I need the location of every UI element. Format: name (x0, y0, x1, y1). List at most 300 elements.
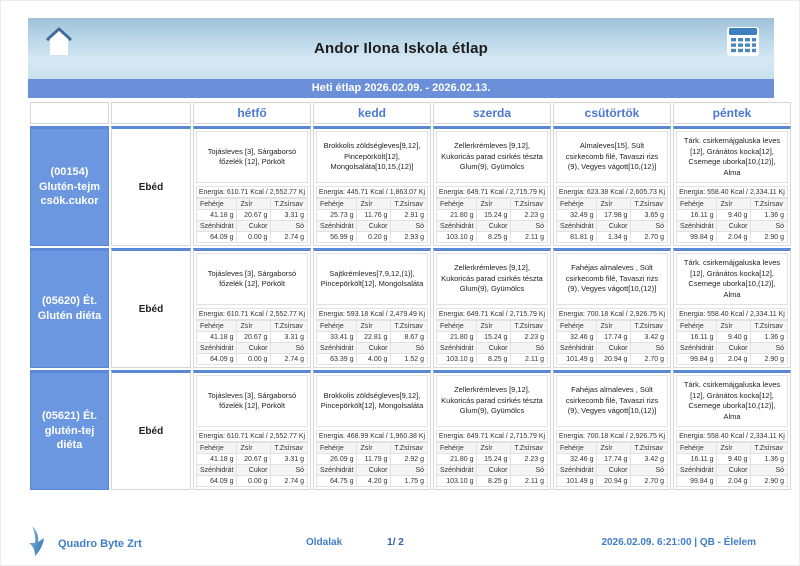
salt-label: Só (751, 221, 788, 232)
nutrition-table (316, 198, 428, 243)
protein-value: 21.80 g (437, 454, 477, 465)
diet-row (30, 126, 791, 246)
sugar-label: Cukor (357, 343, 391, 354)
menu-description: Tojásleves [3], Sárgaborsó főzelék [12], Pörkölt (196, 131, 308, 183)
nutrition-value-row (437, 476, 548, 487)
sugar-value: 2.04 g (717, 354, 751, 365)
protein-label: Fehérje (557, 321, 597, 332)
day-menu-cell (673, 126, 791, 246)
salt-value: 2.70 g (631, 476, 668, 487)
satfat-value: 2.92 g (391, 454, 428, 465)
nutrition-label-row (437, 221, 548, 232)
quadro-logo-down-arrow-icon (28, 525, 48, 562)
nutrition-value-row (677, 332, 788, 343)
sugar-value: 0.00 g (237, 476, 271, 487)
salt-value: 1.52 g (391, 354, 428, 365)
salt-value: 2.70 g (631, 354, 668, 365)
satfat-value: 3.31 g (271, 454, 308, 465)
menu-table (28, 100, 793, 492)
satfat-label: T.Zsírsav (391, 443, 428, 454)
salt-label: Só (511, 221, 548, 232)
nutrition-value-row (317, 354, 428, 365)
carb-label: Szénhidrát (557, 343, 597, 354)
protein-label: Fehérje (317, 321, 357, 332)
salt-value: 2.70 g (631, 232, 668, 243)
sugar-label: Cukor (597, 343, 631, 354)
protein-value: 41.18 g (197, 454, 237, 465)
energy-line: Energia: 445.71 Kcal / 1,863.07 Kj (316, 186, 428, 198)
nutrition-label-row (557, 343, 668, 354)
sugar-label: Cukor (477, 465, 511, 476)
sugar-value: 8.25 g (477, 232, 511, 243)
diet-row (30, 370, 791, 490)
nutrition-label-row (197, 443, 308, 454)
fat-value: 11.79 g (357, 454, 391, 465)
fat-label: Zsír (477, 443, 511, 454)
nutrition-label-row (677, 465, 788, 476)
carb-label: Szénhidrát (317, 343, 357, 354)
carb-label: Szénhidrát (317, 221, 357, 232)
nutrition-label-row (437, 321, 548, 332)
nutrition-label-row (437, 199, 548, 210)
salt-value: 2.90 g (751, 232, 788, 243)
carb-label: Szénhidrát (197, 465, 237, 476)
fat-value: 11.76 g (357, 210, 391, 221)
nutrition-label-row (197, 199, 308, 210)
corner-cell-1 (30, 102, 109, 124)
sugar-value: 2.04 g (717, 232, 751, 243)
nutrition-label-row (437, 343, 548, 354)
energy-line: Energia: 610.71 Kcal / 2,552.77 Kj (196, 186, 308, 198)
nutrition-value-row (557, 210, 668, 221)
nutrition-table (676, 442, 788, 487)
satfat-value: 2.23 g (511, 332, 548, 343)
nutrition-table (436, 198, 548, 243)
day-menu-cell (433, 248, 551, 368)
protein-value: 21.80 g (437, 210, 477, 221)
protein-value: 32.49 g (557, 210, 597, 221)
sugar-value: 0.20 g (357, 232, 391, 243)
nutrition-table (556, 198, 668, 243)
carb-label: Szénhidrát (437, 465, 477, 476)
carb-value: 64.09 g (197, 476, 237, 487)
nutrition-value-row (197, 476, 308, 487)
carb-value: 64.09 g (197, 232, 237, 243)
nutrition-label-row (557, 465, 668, 476)
nutrition-value-row (197, 232, 308, 243)
salt-label: Só (511, 343, 548, 354)
nutrition-value-row (437, 232, 548, 243)
nutrition-label-row (557, 199, 668, 210)
satfat-value: 1.36 g (751, 332, 788, 343)
nutrition-label-row (317, 343, 428, 354)
fat-label: Zsír (357, 443, 391, 454)
nutrition-value-row (557, 354, 668, 365)
day-menu-cell (433, 370, 551, 490)
nutrition-value-row (677, 476, 788, 487)
nutrition-label-row (677, 321, 788, 332)
protein-value: 21.80 g (437, 332, 477, 343)
nutrition-table (316, 442, 428, 487)
page-title: Andor Ilona Iskola étlap (314, 40, 488, 57)
satfat-label: T.Zsírsav (631, 443, 668, 454)
salt-label: Só (391, 465, 428, 476)
nutrition-table (316, 320, 428, 365)
corner-cell-2 (111, 102, 191, 124)
satfat-label: T.Zsírsav (511, 443, 548, 454)
nutrition-table (556, 320, 668, 365)
nutrition-value-row (197, 354, 308, 365)
carb-label: Szénhidrát (197, 221, 237, 232)
day-header-tuesday: kedd (313, 102, 431, 124)
nutrition-label-row (317, 443, 428, 454)
satfat-value: 3.42 g (631, 454, 668, 465)
protein-label: Fehérje (197, 321, 237, 332)
fat-label: Zsír (357, 199, 391, 210)
protein-value: 41.18 g (197, 332, 237, 343)
protein-value: 32.46 g (557, 454, 597, 465)
sugar-value: 4.20 g (357, 476, 391, 487)
protein-label: Fehérje (677, 199, 717, 210)
nutrition-label-row (677, 343, 788, 354)
energy-line: Energia: 593.18 Kcal / 2,479.49 Kj (316, 308, 428, 320)
home-button[interactable] (44, 26, 74, 61)
satfat-value: 8.67 g (391, 332, 428, 343)
day-header-thursday: csütörtök (553, 102, 671, 124)
day-menu-cell (673, 248, 791, 368)
meal-label-cell: Ebéd (111, 248, 191, 368)
diet-name-cell: (05620) Ét. Glutén diéta (30, 248, 109, 368)
salt-value: 2.74 g (271, 354, 308, 365)
nutrition-table (676, 320, 788, 365)
fat-label: Zsír (717, 443, 751, 454)
nutrition-label-row (317, 221, 428, 232)
nutrition-table (196, 198, 308, 243)
nutrition-value-row (197, 210, 308, 221)
nutrition-table (196, 442, 308, 487)
fat-value: 17.74 g (597, 454, 631, 465)
energy-line: Energia: 558.40 Kcal / 2,334.11 Kj (676, 430, 788, 442)
meal-label-cell: Ebéd (111, 126, 191, 246)
diet-row (30, 248, 791, 368)
salt-value: 2.11 g (511, 232, 548, 243)
sugar-label: Cukor (357, 221, 391, 232)
salt-value: 2.74 g (271, 476, 308, 487)
day-header-monday: hétfő (193, 102, 311, 124)
satfat-label: T.Zsírsav (751, 199, 788, 210)
nutrition-value-row (557, 232, 668, 243)
fat-label: Zsír (237, 443, 271, 454)
nutrition-value-row (317, 210, 428, 221)
satfat-value: 1.36 g (751, 454, 788, 465)
satfat-value: 3.31 g (271, 210, 308, 221)
menu-description: Tárk. csirkemájgaluska leves [12], Gránátos kocka[12], Csemege uborka[10,(12)], Alma (676, 131, 788, 183)
nutrition-value-row (677, 210, 788, 221)
day-menu-cell (313, 126, 431, 246)
protein-value: 16.11 g (677, 332, 717, 343)
protein-value: 25.73 g (317, 210, 357, 221)
day-menu-cell (553, 248, 671, 368)
salt-label: Só (391, 221, 428, 232)
salt-value: 2.74 g (271, 232, 308, 243)
energy-line: Energia: 649.71 Kcal / 2,715.79 Kj (436, 186, 548, 198)
menu-description: Almaleves[15], Sült csirkecomb filé, Tavaszi rizs (9), Vegyes vágott[10,(12)] (556, 131, 668, 183)
day-menu-cell (313, 370, 431, 490)
menu-description: Tárk. csirkemájgaluska leves [12], Gránátos kocka[12], Csemege uborka[10,(12)], Alma (676, 375, 788, 427)
fat-label: Zsír (597, 443, 631, 454)
satfat-label: T.Zsírsav (511, 199, 548, 210)
carb-label: Szénhidrát (677, 343, 717, 354)
fat-value: 17.74 g (597, 332, 631, 343)
nutrition-table (556, 442, 668, 487)
calendar-button[interactable] (726, 26, 760, 60)
salt-value: 2.90 g (751, 476, 788, 487)
protein-label: Fehérje (437, 443, 477, 454)
fat-label: Zsír (597, 199, 631, 210)
energy-line: Energia: 700.18 Kcal / 2,926.75 Kj (556, 430, 668, 442)
menu-description: Zellerkrémleves [9,12], Kukoricás parad csirkés tészta Glum(9), Gyümölcs (436, 375, 548, 427)
salt-value: 1.75 g (391, 476, 428, 487)
carb-value: 99.84 g (677, 476, 717, 487)
protein-label: Fehérje (557, 443, 597, 454)
nutrition-value-row (557, 332, 668, 343)
carb-value: 64.75 g (317, 476, 357, 487)
nutrition-label-row (437, 443, 548, 454)
protein-label: Fehérje (677, 321, 717, 332)
sugar-label: Cukor (717, 221, 751, 232)
fat-value: 9.40 g (717, 454, 751, 465)
day-menu-cell (313, 248, 431, 368)
carb-label: Szénhidrát (677, 221, 717, 232)
nutrition-value-row (557, 454, 668, 465)
satfat-value: 3.42 g (631, 332, 668, 343)
protein-value: 26.09 g (317, 454, 357, 465)
salt-label: Só (631, 343, 668, 354)
protein-value: 33.41 g (317, 332, 357, 343)
nutrition-label-row (557, 321, 668, 332)
sugar-label: Cukor (237, 343, 271, 354)
salt-value: 2.11 g (511, 354, 548, 365)
carb-value: 63.39 g (317, 354, 357, 365)
sugar-value: 20.94 g (597, 476, 631, 487)
energy-line: Energia: 649.71 Kcal / 2,715.79 Kj (436, 308, 548, 320)
salt-label: Só (631, 465, 668, 476)
carb-value: 101.49 g (557, 476, 597, 487)
energy-line: Energia: 468.99 Kcal / 1,960.38 Kj (316, 430, 428, 442)
sugar-value: 1.34 g (597, 232, 631, 243)
satfat-value: 2.23 g (511, 210, 548, 221)
nutrition-value-row (557, 476, 668, 487)
carb-value: 103.10 g (437, 354, 477, 365)
salt-value: 2.90 g (751, 354, 788, 365)
sugar-value: 0.00 g (237, 354, 271, 365)
pages-label: Oldalak (306, 537, 343, 548)
sugar-value: 20.94 g (597, 354, 631, 365)
fat-value: 20.67 g (237, 454, 271, 465)
protein-value: 41.18 g (197, 210, 237, 221)
report-footer (28, 525, 774, 559)
sugar-value: 2.04 g (717, 476, 751, 487)
sugar-label: Cukor (237, 465, 271, 476)
nutrition-table (436, 320, 548, 365)
carb-value: 99.84 g (677, 232, 717, 243)
fat-value: 15.24 g (477, 332, 511, 343)
week-banner: Heti étlap 2026.02.09. - 2026.02.13. (28, 79, 774, 98)
nutrition-value-row (677, 454, 788, 465)
sugar-label: Cukor (357, 465, 391, 476)
nutrition-label-row (197, 221, 308, 232)
satfat-value: 3.65 g (631, 210, 668, 221)
salt-label: Só (271, 221, 308, 232)
carb-value: 81.81 g (557, 232, 597, 243)
nutrition-label-row (677, 443, 788, 454)
nutrition-value-row (437, 354, 548, 365)
sugar-label: Cukor (477, 221, 511, 232)
protein-label: Fehérje (197, 199, 237, 210)
fat-label: Zsír (477, 199, 511, 210)
satfat-label: T.Zsírsav (391, 199, 428, 210)
nutrition-label-row (677, 199, 788, 210)
protein-value: 32.46 g (557, 332, 597, 343)
energy-line: Energia: 700.18 Kcal / 2,926.75 Kj (556, 308, 668, 320)
fat-value: 9.40 g (717, 210, 751, 221)
satfat-label: T.Zsírsav (751, 321, 788, 332)
carb-label: Szénhidrát (317, 465, 357, 476)
sugar-label: Cukor (477, 343, 511, 354)
sugar-value: 0.00 g (237, 232, 271, 243)
diet-name-cell: (00154) Glutén-tejm csök.cukor (30, 126, 109, 246)
sugar-value: 8.25 g (477, 476, 511, 487)
nutrition-value-row (317, 232, 428, 243)
sugar-value: 4.00 g (357, 354, 391, 365)
sugar-label: Cukor (717, 343, 751, 354)
satfat-label: T.Zsírsav (271, 443, 308, 454)
nutrition-label-row (197, 343, 308, 354)
energy-line: Energia: 558.40 Kcal / 2,334.11 Kj (676, 186, 788, 198)
carb-value: 103.10 g (437, 232, 477, 243)
energy-line: Energia: 610.71 Kcal / 2,552.77 Kj (196, 308, 308, 320)
protein-label: Fehérje (317, 443, 357, 454)
day-menu-cell (553, 370, 671, 490)
carb-value: 99.84 g (677, 354, 717, 365)
fat-value: 15.24 g (477, 454, 511, 465)
energy-line: Energia: 649.71 Kcal / 2,715.79 Kj (436, 430, 548, 442)
nutrition-label-row (197, 321, 308, 332)
page-number: 1/ 2 (387, 537, 404, 548)
menu-description: Fahéjas almaleves , Sült csirkecomb filé, Tavaszi rizs (9), Vegyes vágott[10,(12)] (556, 375, 668, 427)
satfat-label: T.Zsírsav (751, 443, 788, 454)
sugar-value: 8.25 g (477, 354, 511, 365)
menu-description: Brokkolis zöldségleves[9,12], Pincepörkölt[12], Mongolsaláta[10,15,(12)] (316, 131, 428, 183)
salt-label: Só (751, 465, 788, 476)
fat-value: 15.24 g (477, 210, 511, 221)
carb-label: Szénhidrát (557, 465, 597, 476)
menu-description: Brokkolis zöldségleves[9,12], Pincepörkölt[12], Mongolsaláta (316, 375, 428, 427)
nutrition-label-row (197, 465, 308, 476)
day-menu-cell (193, 370, 311, 490)
nutrition-value-row (197, 454, 308, 465)
satfat-value: 3.31 g (271, 332, 308, 343)
menu-description: Fahéjas almaleves , Sült csirkecomb filé, Tavaszi rizs (9), Vegyes vágott[10,(12)] (556, 253, 668, 305)
nutrition-label-row (317, 465, 428, 476)
menu-description: Zellerkrémleves [9,12], Kukoricás parad csirkés tészta Glum(9), Gyümölcs (436, 253, 548, 305)
diet-name-cell: (05621) Ét. glutén-tej diéta (30, 370, 109, 490)
satfat-value: 1.36 g (751, 210, 788, 221)
protein-value: 16.11 g (677, 454, 717, 465)
menu-description: Tojásleves [3], Sárgaborsó főzelék [12], Pörkölt (196, 375, 308, 427)
fat-value: 20.67 g (237, 332, 271, 343)
day-menu-cell (193, 126, 311, 246)
carb-value: 101.49 g (557, 354, 597, 365)
protein-label: Fehérje (437, 321, 477, 332)
sugar-label: Cukor (597, 221, 631, 232)
protein-label: Fehérje (677, 443, 717, 454)
satfat-label: T.Zsírsav (511, 321, 548, 332)
carb-value: 56.99 g (317, 232, 357, 243)
nutrition-value-row (317, 332, 428, 343)
nutrition-label-row (317, 199, 428, 210)
menu-description: Zellerkrémleves [9,12], Kukoricás parad csirkés tészta Glum(9), Gyümölcs (436, 131, 548, 183)
fat-label: Zsír (237, 321, 271, 332)
satfat-label: T.Zsírsav (631, 321, 668, 332)
company-name: Quadro Byte Zrt (58, 537, 142, 550)
satfat-value: 2.23 g (511, 454, 548, 465)
satfat-label: T.Zsírsav (271, 321, 308, 332)
carb-label: Szénhidrát (437, 343, 477, 354)
fat-value: 22.81 g (357, 332, 391, 343)
day-menu-cell (193, 248, 311, 368)
nutrition-value-row (317, 476, 428, 487)
timestamp: 2026.02.09. 6:21:00 | QB - Élelem (601, 537, 756, 548)
salt-label: Só (751, 343, 788, 354)
nutrition-label-row (437, 465, 548, 476)
carb-label: Szénhidrát (677, 465, 717, 476)
protein-value: 16.11 g (677, 210, 717, 221)
fat-label: Zsír (237, 199, 271, 210)
salt-label: Só (271, 465, 308, 476)
nutrition-table (196, 320, 308, 365)
fat-label: Zsír (717, 199, 751, 210)
satfat-label: T.Zsírsav (631, 199, 668, 210)
day-menu-cell (433, 126, 551, 246)
nutrition-value-row (677, 354, 788, 365)
nutrition-table (436, 442, 548, 487)
menu-description: Sajtkrémleves[7,9,12,(1)], Pincepörkölt[12], Mongolsaláta (316, 253, 428, 305)
menu-description: Tojásleves [3], Sárgaborsó főzelék [12], Pörkölt (196, 253, 308, 305)
energy-line: Energia: 558.40 Kcal / 2,334.11 Kj (676, 308, 788, 320)
protein-label: Fehérje (557, 199, 597, 210)
fat-value: 20.67 g (237, 210, 271, 221)
nutrition-value-row (317, 454, 428, 465)
nutrition-label-row (557, 221, 668, 232)
report-header (28, 18, 774, 79)
salt-label: Só (631, 221, 668, 232)
nutrition-value-row (437, 210, 548, 221)
nutrition-label-row (677, 221, 788, 232)
nutrition-value-row (437, 454, 548, 465)
home-icon (44, 46, 74, 61)
sugar-label: Cukor (597, 465, 631, 476)
salt-value: 2.11 g (511, 476, 548, 487)
nutrition-label-row (557, 443, 668, 454)
fat-label: Zsír (597, 321, 631, 332)
salt-label: Só (391, 343, 428, 354)
nutrition-table (676, 198, 788, 243)
satfat-value: 2.91 g (391, 210, 428, 221)
energy-line: Energia: 623.38 Kcal / 2,605.73 Kj (556, 186, 668, 198)
carb-value: 64.09 g (197, 354, 237, 365)
carb-label: Szénhidrát (437, 221, 477, 232)
